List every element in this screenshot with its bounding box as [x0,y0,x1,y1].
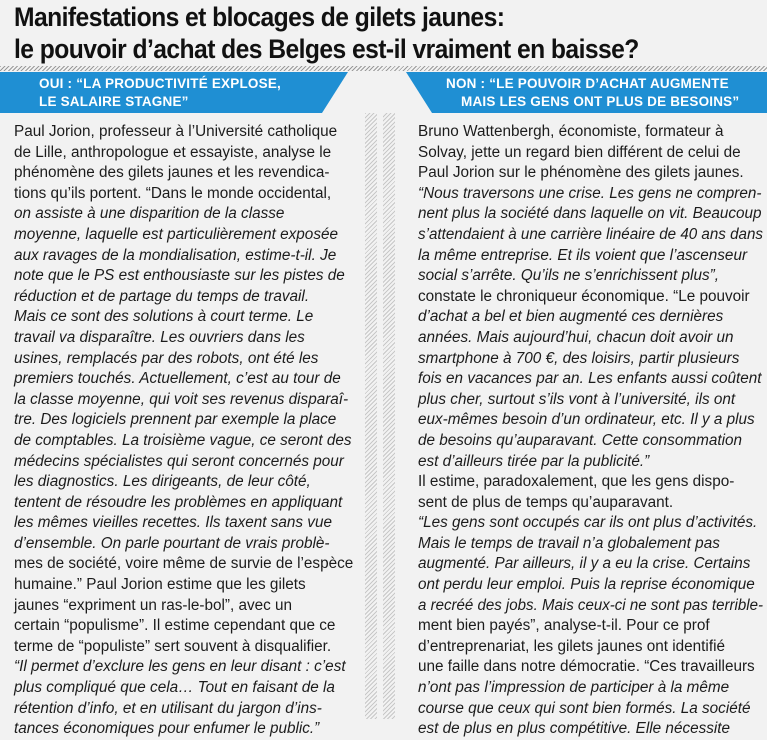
text-line-content: la même entreprise. Et ils voient que l’ascenseur [418,246,748,264]
text-line [418,390,763,411]
text-line-content: terme de “populiste” sert souvent à disqualifier. [14,637,332,655]
text-line [14,204,359,225]
text-line [14,616,359,637]
text-line-content: a recréé des jobs. Mais ceux-ci ne sont pas terrible- [418,596,763,614]
text-line-content: augmenté. Par ailleurs, il y a eu la crise. Certains [418,555,751,573]
banner-non-line-1: NON : “LE POUVOIR D’ACHAT AUGMENTE [446,76,729,91]
text-line-content: les mêmes vieilles recettes. Ils taxent sans vue [14,514,332,532]
text-line-content: sent de plus de temps qu’auparavant. [418,493,674,511]
text-line [418,554,763,575]
text-line-content: de besoins qu’auparavant. Cette consommation [418,431,742,449]
text-line-content: est d’ailleurs tirée par la publicité.” [418,452,650,470]
text-line [14,554,359,575]
text-line [418,184,763,205]
text-line-content: d’entreprenariat, les gilets jaunes ont identifié [418,637,725,655]
text-line [418,369,763,390]
text-line-content: de comptables. La troisième vague, ce seront des [14,431,352,449]
headline-line-1: Manifestations et blocages de gilets jaunes: [14,2,505,32]
headline-line-2: le pouvoir d’achat des Belges est-il vraiment en baisse? [14,34,639,64]
text-line-content: constate le chroniqueur économique. “Le pouvoir [418,287,750,305]
text-line-content: plus compliqué que cela… Tout en faisant de la [14,679,335,697]
text-line-content: ont perdu leur emploi. Puis la reprise économique [418,576,755,594]
text-line-content: Mais le temps de travail n’a globalement pas [418,534,720,552]
text-line [418,657,763,678]
text-line [14,246,359,267]
banner-oui [0,72,322,113]
banner-oui-line-1: OUI : “LA PRODUCTIVITÉ EXPLOSE, [39,76,281,91]
text-line-content: de Lille, anthropologue et essayiste, analyse le [14,143,332,161]
text-line-content: ment bien payés”, analyse-t-il. Pour ce prof [418,617,710,635]
text-line-content: médecins spécialistes qui seront concernés pour [14,452,344,470]
text-line-content: réduction et de partage du temps de travail. [14,287,310,305]
text-line-content: la classe moyenne, qui voit ses revenus disparaî- [14,390,349,408]
text-line-content: s’attendaient à une carrière linéaire de 40 ans dans [418,225,763,243]
text-line-content: années. Mais aujourd’hui, chacun doit avoir un [418,328,734,346]
text-line [14,143,359,164]
text-line [418,493,763,514]
text-line-content: tre. Des logiciels prennent par exemple la place [14,411,337,429]
text-line [418,328,763,349]
text-line [418,678,763,699]
text-line [418,575,763,596]
banner-non-arrow [406,72,432,113]
text-line [14,369,359,390]
text-line-content: premiers touchés. Actuellement, c’est au tour de [14,370,341,388]
text-line [418,287,763,308]
text-line-content: aux ravages de la mondialisation, estime-t-il. Je [14,246,337,264]
text-line [418,699,763,720]
left-column-text [14,122,359,740]
text-line [14,266,359,287]
text-line [14,410,359,431]
text-line-content: humaine.” Paul Jorion estime que les gilets [14,576,306,594]
text-line-content: n’ont pas l’impression de participer à la même [418,679,730,697]
text-line [418,204,763,225]
text-line-content: “Il permet d’exclure les gens en leur disant : c’est [14,658,346,676]
text-line [418,349,763,370]
text-line-content: rétention d’info, et en utilisant du jargon d’ins- [14,699,322,717]
text-line-content: est de plus en plus compétitive. Elle nécessite [418,720,731,738]
text-line [14,678,359,699]
banner-non-line-2: MAIS LES GENS ONT PLUS DE BESOINS” [461,94,740,109]
text-line-content: une faille dans notre démocratie. “Ces travailleurs [418,658,755,676]
text-line-content: on assiste à une disparition de la classe [14,205,285,223]
text-line-content: travail va disparaître. Les ouvriers dans les [14,328,305,346]
text-line-content: fois en vacances par an. Les enfants aussi coûtent [418,370,762,388]
text-line [418,452,763,473]
text-line [14,122,359,143]
column-separator [365,113,395,719]
text-line [14,596,359,617]
text-line-content: Mais ce sont des solutions à court terme. Le [14,308,314,326]
text-line-content: usines, remplacés par des robots, ont été les [14,349,319,367]
text-line-content: d’ensemble. On parle pourtant de vrais problè- [14,534,330,552]
text-line-content: mes de société, voire même de survie de l’espèce [14,555,354,573]
text-line-content: Paul Jorion, professeur à l’Université catholique [14,123,338,140]
text-line [14,452,359,473]
text-line [14,225,359,246]
text-line [418,246,763,267]
text-line-content: Paul Jorion sur le phénomène des gilets jaunes. [418,164,744,182]
text-line-content: phénomène des gilets jaunes et les revendica- [14,164,330,182]
text-line [418,122,763,143]
text-line-content: social s’arrête. Qu’ils ne s’enrichissent plus”, [418,267,719,285]
text-line [14,390,359,411]
text-line [418,534,763,555]
text-line-content: eux-mêmes besoin d’un ordinateur, etc. Il y a plus [418,411,755,429]
text-line-content: d’achat a bel et bien augmenté ces dernières [418,308,724,326]
text-line-content: tances économiques pour enfumer le public.” [14,720,320,738]
text-line-content: les diagnostics. Les dirigeants, de leur côté, [14,473,311,491]
text-line [418,410,763,431]
text-line-content: nent plus la société dans laquelle on vit. Beaucoup [418,205,762,223]
text-line-content: plus cher, surtout s’ils vont à l’université, ils ont [418,390,736,408]
text-line [14,163,359,184]
right-column-text [418,122,763,740]
text-line [418,637,763,658]
text-line [14,637,359,658]
text-line-content: Il estime, paradoxalement, que les gens dispo- [418,473,735,491]
text-line [14,472,359,493]
text-line [418,472,763,493]
text-line-content: tions qu’ils portent. “Dans le monde occidental, [14,184,332,202]
text-line-content: course que ceux qui sont bien formés. La société [418,699,751,717]
banner-oui-line-2: LE SALAIRE STAGNE” [39,94,189,109]
text-line [418,143,763,164]
text-line [14,513,359,534]
text-line [14,493,359,514]
text-line-content: “Les gens sont occupés car ils ont plus d’activités. [418,514,758,532]
text-line [418,596,763,617]
text-line-content: moyenne, laquelle est particulièrement exposée [14,225,338,243]
text-line [14,431,359,452]
text-line-content: certain “populisme”. Il estime cependant que ce [14,617,336,635]
text-line [418,225,763,246]
text-line-content: “Nous traversons une crise. Les gens ne compren- [418,184,762,202]
text-line-content: smartphone à 700 €, des loisirs, partir plusieurs [418,349,740,367]
text-line [14,349,359,370]
text-line [418,266,763,287]
text-line [14,328,359,349]
text-line-content: tentent de résoudre les problèmes en appliquant [14,493,343,511]
hatched-divider [0,66,767,71]
text-line [14,184,359,205]
text-line-content: Solvay, jette un regard bien différent de celui de [418,143,741,161]
text-line [14,287,359,308]
text-line [14,699,359,720]
text-line [418,616,763,637]
text-line [14,534,359,555]
text-line-content: jaunes “expriment un ras-le-bol”, avec un [14,596,293,614]
text-line [418,513,763,534]
text-line [14,307,359,328]
text-line [14,575,359,596]
text-line [418,307,763,328]
banner-oui-arrow [322,72,348,113]
text-line-content: note que le PS est enthousiaste sur les pistes de [14,267,345,285]
text-line [418,431,763,452]
text-line [418,163,763,184]
article-headline [14,1,712,65]
text-line [14,719,359,740]
text-line [418,719,763,740]
text-line-content: Bruno Wattenbergh, économiste, formateur à [418,123,724,140]
banner-non [432,72,767,113]
text-line [14,657,359,678]
